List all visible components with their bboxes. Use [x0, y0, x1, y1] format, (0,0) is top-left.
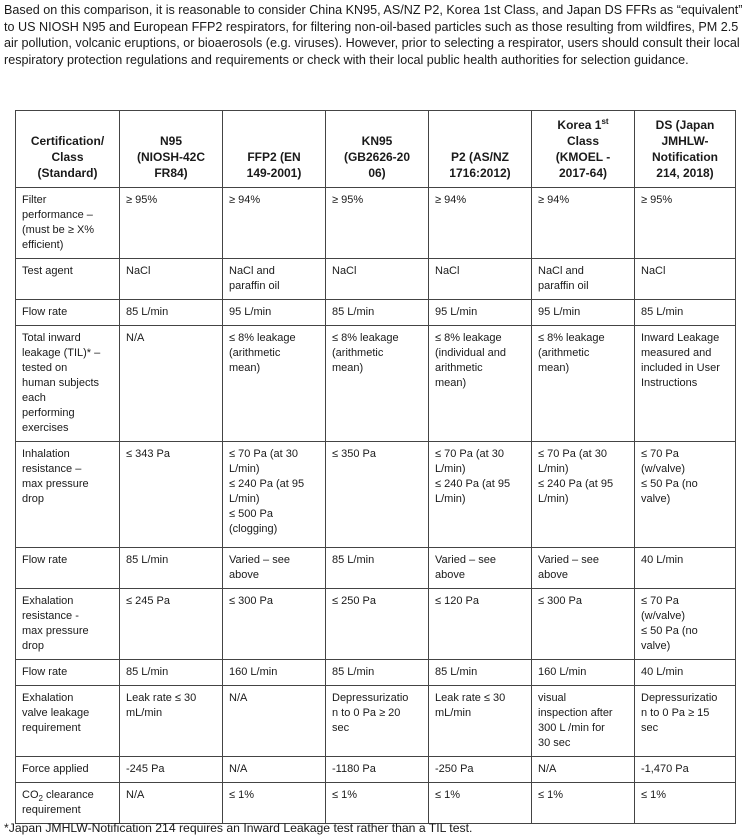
- table-cell: ≤ 300 Pa: [223, 589, 326, 660]
- table-cell: 160 L/min: [223, 660, 326, 686]
- table-header-row: [16, 111, 736, 188]
- header-ffp2: FFP2 (EN 149-2001): [223, 111, 326, 188]
- table-cell: ≤ 8% leakage (arithmetic mean): [326, 326, 429, 442]
- header-certification-class: Certification/ Class (Standard): [16, 111, 120, 188]
- table-cell: N/A: [532, 757, 635, 783]
- table-cell: 85 L/min: [429, 660, 532, 686]
- table-cell: Leak rate ≤ 30 mL/min: [429, 686, 532, 757]
- table-cell: NaCl: [429, 259, 532, 300]
- table-row: [16, 300, 736, 326]
- table-cell: 95 L/min: [223, 300, 326, 326]
- row-label: Exhalation resistance - max pressure drop: [16, 589, 120, 660]
- korea-header-rest: Class (KMOEL - 2017-64): [555, 134, 611, 180]
- table-row: [16, 548, 736, 589]
- table-row: [16, 686, 736, 757]
- row-label: Filter performance – (must be ≥ X% efficient): [16, 188, 120, 259]
- table-cell: N/A: [120, 783, 223, 824]
- table-cell: 40 L/min: [635, 660, 736, 686]
- table-cell: ≥ 95%: [120, 188, 223, 259]
- table-cell: ≤ 120 Pa: [429, 589, 532, 660]
- table-cell: 85 L/min: [326, 548, 429, 589]
- table-cell: NaCl: [326, 259, 429, 300]
- table-cell: visual inspection after 300 L /min for 30 sec: [532, 686, 635, 757]
- table-cell: ≤ 350 Pa: [326, 442, 429, 548]
- row-label: Force applied: [16, 757, 120, 783]
- table-cell: ≤ 1%: [635, 783, 736, 824]
- korea-header-sup: st: [601, 117, 609, 126]
- table-cell: ≥ 95%: [635, 188, 736, 259]
- table-cell: ≥ 94%: [429, 188, 532, 259]
- table-cell: ≥ 94%: [532, 188, 635, 259]
- table-row: [16, 757, 736, 783]
- intro-paragraph: Based on this comparison, it is reasonable to consider China KN95, AS/NZ P2, Korea 1st Class, and Japan DS FFRs as “equivalent” to US NIOSH N95 and European FFP2 respirators, for filtering non-oil-based particles such as those resulting from wildfires, PM 2.5 air pollution, volcanic eruptions, or bioaerosols (e.g. viruses). However, prior to selecting a respirator, users should consult their local respiratory protection regulations and requirements or check with their local public health authorities for selection guidance.: [4, 3, 743, 67]
- table-cell: ≤ 250 Pa: [326, 589, 429, 660]
- table-cell: ≤ 70 Pa (at 30 L/min) ≤ 240 Pa (at 95 L/min): [532, 442, 635, 548]
- row-label: Flow rate: [16, 548, 120, 589]
- header-ds-japan: DS (Japan JMHLW- Notification 214, 2018): [635, 111, 736, 188]
- table-cell: Varied – see above: [429, 548, 532, 589]
- table-cell: 95 L/min: [429, 300, 532, 326]
- table-row: [16, 188, 736, 259]
- table-cell: Depressurizatio n to 0 Pa ≥ 20 sec: [326, 686, 429, 757]
- row-label: Inhalation resistance – max pressure drop: [16, 442, 120, 548]
- table-cell: -1,470 Pa: [635, 757, 736, 783]
- respirator-comparison-table: [15, 110, 736, 824]
- row-label: Flow rate: [16, 300, 120, 326]
- table-cell: ≤ 70 Pa (w/valve) ≤ 50 Pa (no valve): [635, 589, 736, 660]
- table-cell: ≤ 1%: [223, 783, 326, 824]
- table-cell: Leak rate ≤ 30 mL/min: [120, 686, 223, 757]
- table-cell: N/A: [223, 757, 326, 783]
- table-cell: 85 L/min: [120, 660, 223, 686]
- table-cell: 85 L/min: [120, 548, 223, 589]
- table-cell: ≥ 94%: [223, 188, 326, 259]
- table-cell: 85 L/min: [635, 300, 736, 326]
- table-cell: ≤ 8% leakage (arithmetic mean): [532, 326, 635, 442]
- header-p2: P2 (AS/NZ 1716:2012): [429, 111, 532, 188]
- table-cell: N/A: [120, 326, 223, 442]
- header-kn95: KN95 (GB2626-20 06): [326, 111, 429, 188]
- table-cell: ≤ 8% leakage (arithmetic mean): [223, 326, 326, 442]
- table-cell: NaCl and paraffin oil: [532, 259, 635, 300]
- table-cell: ≤ 70 Pa (w/valve) ≤ 50 Pa (no valve): [635, 442, 736, 548]
- table-cell: ≤ 1%: [326, 783, 429, 824]
- table-cell: ≤ 70 Pa (at 30 L/min) ≤ 240 Pa (at 95 L/min): [429, 442, 532, 548]
- table-cell: Varied – see above: [532, 548, 635, 589]
- table-cell: NaCl and paraffin oil: [223, 259, 326, 300]
- table-cell: ≤ 1%: [429, 783, 532, 824]
- row-label: Total inward leakage (TIL)* – tested on human subjects each performing exercises: [16, 326, 120, 442]
- table-cell: ≤ 300 Pa: [532, 589, 635, 660]
- table-cell: NaCl: [635, 259, 736, 300]
- table-cell: ≥ 95%: [326, 188, 429, 259]
- table-row: [16, 326, 736, 442]
- table-cell: N/A: [223, 686, 326, 757]
- row-label: Exhalation valve leakage requirement: [16, 686, 120, 757]
- table-row: [16, 589, 736, 660]
- table-cell: 85 L/min: [326, 660, 429, 686]
- table-cell: -245 Pa: [120, 757, 223, 783]
- table-cell: ≤ 343 Pa: [120, 442, 223, 548]
- table-row: [16, 783, 736, 824]
- table-row: [16, 442, 736, 548]
- header-korea-1st-class: [532, 111, 635, 188]
- table-cell: NaCl: [120, 259, 223, 300]
- table-cell: ≤ 245 Pa: [120, 589, 223, 660]
- header-n95: N95 (NIOSH-42C FR84): [120, 111, 223, 188]
- table-cell: Varied – see above: [223, 548, 326, 589]
- row-label: Test agent: [16, 259, 120, 300]
- table-cell: ≤ 1%: [532, 783, 635, 824]
- table-row: [16, 259, 736, 300]
- table-cell: Depressurizatio n to 0 Pa ≥ 15 sec: [635, 686, 736, 757]
- table-cell: -1180 Pa: [326, 757, 429, 783]
- table-cell: Inward Leakage measured and included in User Instructions: [635, 326, 736, 442]
- table-cell: 160 L/min: [532, 660, 635, 686]
- table-cell: 85 L/min: [326, 300, 429, 326]
- table-cell: 40 L/min: [635, 548, 736, 589]
- table-cell: 95 L/min: [532, 300, 635, 326]
- footnote: *Japan JMHLW-Notification 214 requires an Inward Leakage test rather than a TIL test.: [4, 821, 473, 835]
- table-cell: 85 L/min: [120, 300, 223, 326]
- table-cell: -250 Pa: [429, 757, 532, 783]
- row-label: $CO_2$ clearance requirement: [16, 783, 120, 824]
- table-cell: ≤ 70 Pa (at 30 L/min) ≤ 240 Pa (at 95 L/min) ≤ 500 Pa (clogging): [223, 442, 326, 548]
- table-row: [16, 660, 736, 686]
- korea-header-main: Korea 1: [557, 118, 602, 132]
- table-cell: ≤ 8% leakage (individual and arithmetic mean): [429, 326, 532, 442]
- row-label: Flow rate: [16, 660, 120, 686]
